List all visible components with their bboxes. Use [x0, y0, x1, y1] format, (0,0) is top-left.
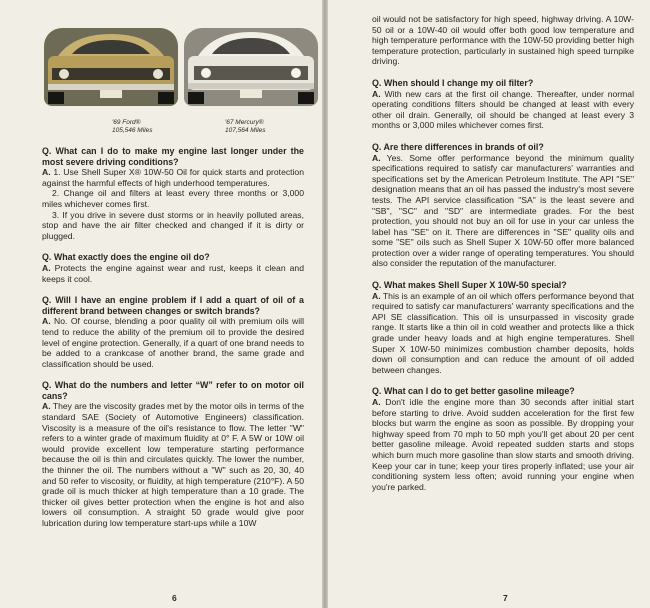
answer-mixing-brands — [42, 316, 304, 369]
answer-label: A. — [42, 316, 51, 327]
answer-oil-filter — [372, 89, 634, 131]
right-page-text — [372, 14, 634, 492]
mercury-caption — [225, 119, 265, 135]
question-mixing-brands: Q. Will I have an engine problem if I add a quart of oil of a different brand between changes or switch brands? — [42, 295, 304, 316]
caption-miles: 107,564 Miles — [225, 127, 266, 134]
answer-label: A. — [42, 167, 51, 178]
question-engine-life: Q. What can I do to make my engine last longer under the most severe driving conditions? — [42, 146, 304, 167]
answer-engine-life — [42, 167, 304, 188]
answer-engine-life-step-2: 2. Change oil and filters at least every three months or 3,000 miles whichever comes first. — [42, 188, 304, 209]
answer-label: A. — [372, 397, 381, 407]
answer-text: No. Of course, blending a poor quality oil with premium oils will tend to reduce the ability of the premium oil to provide the desired level of engine protection. Generally, if a quart of one brand needs to be added to a crankcase of another brand, the same grade and classification should be used. — [42, 316, 304, 369]
answer-engine-life-step-3: 3. If you drive in severe dust storms or in heavily polluted areas, stop and have the air filter checked and changed if it is dirty or plugged. — [42, 209, 304, 241]
caption-model: '69 Ford® — [112, 119, 141, 126]
answer-text: Don't idle the engine more than 30 seconds after initial start before starting to drive. Avoid sudden acceleration for the first few blocks but warm the engine as soon as possible. By dropping your highway speed from 70 mph to 50 mph you'll get about 20 per cent better gasoline mileage. Avoid repeated sudden starts and stops which burn much more gasoline than slow starts and smooth driving. Keep your car in tune; keep your tires properly inflated; use your air conditioning system less often; avoid running your engine when you're parked. — [372, 397, 634, 492]
question-brand-differences: Q. Are there differences in brands of oil? — [372, 141, 544, 152]
answer-text: This is an example of an oil which offers performance beyond that required to satisfy car manufacturers' warranty specifications and the API SE classification. This oil is unsurpassed in viscosity grade range. It starts like a thin oil in cold weather and protects like a thick grade under heavy loads and at high engine temperatures. Shell Super X 10W-50 minimizes combustion chamber deposits, holds down oil consumption and can reduce the amount of oil added between changes. — [372, 290, 634, 375]
right-page — [328, 0, 650, 608]
left-page — [0, 0, 322, 608]
question-gas-mileage: Q. What can I do to get better gasoline mileage? — [372, 386, 575, 397]
question-viscosity-grades: Q. What do the numbers and letter “W” refer to on motor oil cans? — [42, 380, 304, 401]
mercury-car-photo — [184, 28, 318, 106]
question-super-x-special: Q. What makes Shell Super X 10W-50 special? — [372, 280, 567, 291]
answer-gas-mileage — [372, 397, 634, 492]
answer-label: A. — [42, 262, 51, 273]
ford-caption — [112, 119, 152, 135]
answer-label: A. — [372, 290, 381, 301]
answer-text: Protects the engine against wear and rust, keeps it clean and keeps it cool. — [42, 262, 304, 284]
answer-super-x-special — [372, 291, 634, 376]
answer-text: 1. Use Shell Super X® 10W-50 Oil for quick starts and protection against the harmful effects of high underhood temperatures. — [42, 167, 304, 188]
page-number: 7 — [503, 593, 508, 603]
answer-continuation: oil would not be satisfactory for high speed, highway driving. A 10W-50 oil or a 10W-40 oil would offer both good low temperature and high temperature performance with the 10W-50 providing better high temperature protection, particularly in sustained high speed turnpike driving. — [372, 14, 634, 67]
left-page-text — [42, 146, 304, 529]
ford-car-photo — [44, 28, 178, 106]
caption-miles: 105,546 Miles — [112, 127, 153, 134]
answer-text: With new cars at the first oil change. Thereafter, under normal operating conditions filters should be changed at least with every other oil drain. Generally, oil should be changed at least every 3 months or 3,000 miles whichever comes first. — [372, 88, 634, 131]
answer-text: Yes. Some offer performance beyond the minimum quality specifications required to satisfy car manufacturers' warranties and specifications set by the American Petroleum Institute. The API "SE" designation means that an oil has passed the industry's most severe tests. The API service classification "SA" is the least severe and "SB", "SC" and "SD" are intermediate grades. For the best protection, you should not buy an oil for use in your car unless the label has "SE" on it. There are differences in "SE" quality oils and some "SE" oils such as Shell Super X 10W-50 offer more balanced protection over a wider range of operating temperatures. You should also consider the reputation of the manufacturer. — [372, 152, 634, 269]
answer-label: A. — [372, 152, 381, 163]
answer-label: A. — [42, 401, 51, 412]
caption-model: '67 Mercury® — [225, 119, 264, 126]
answer-label: A. — [372, 88, 381, 99]
page-number: 6 — [172, 593, 177, 603]
question-oil-function: Q. What exactly does the engine oil do? — [42, 252, 210, 263]
question-oil-filter: Q. When should I change my oil filter? — [372, 77, 534, 88]
answer-brand-differences — [372, 153, 634, 270]
answer-viscosity-grades — [42, 401, 304, 528]
answer-text: They are the viscosity grades met by the motor oils in terms of the standard SAE (Society of Automotive Engineers) classification. Viscosity is a measure of the oil's resistance to flow. The letter "W" refers to a winter grade of maximum fluidity at 0° F. A 5W or 10W oil would provide excellent low temperature starting performance because the oil is thin and circulates quickly. The lower the number, the thinner the oil. The numbers without a "W" such as 20, 30, 40 and 50 refer to viscosity, or fluidity, at high temperature (210°F). A 50 grade oil is much thicker at high temperature than a 10 grade. The thicker oil gives better protection when the engine is hot and also lowers oil consumption. A straight 50 grade would give poor lubrication during low temperature start-ups while a 10W — [42, 401, 304, 528]
answer-oil-function — [42, 263, 304, 284]
